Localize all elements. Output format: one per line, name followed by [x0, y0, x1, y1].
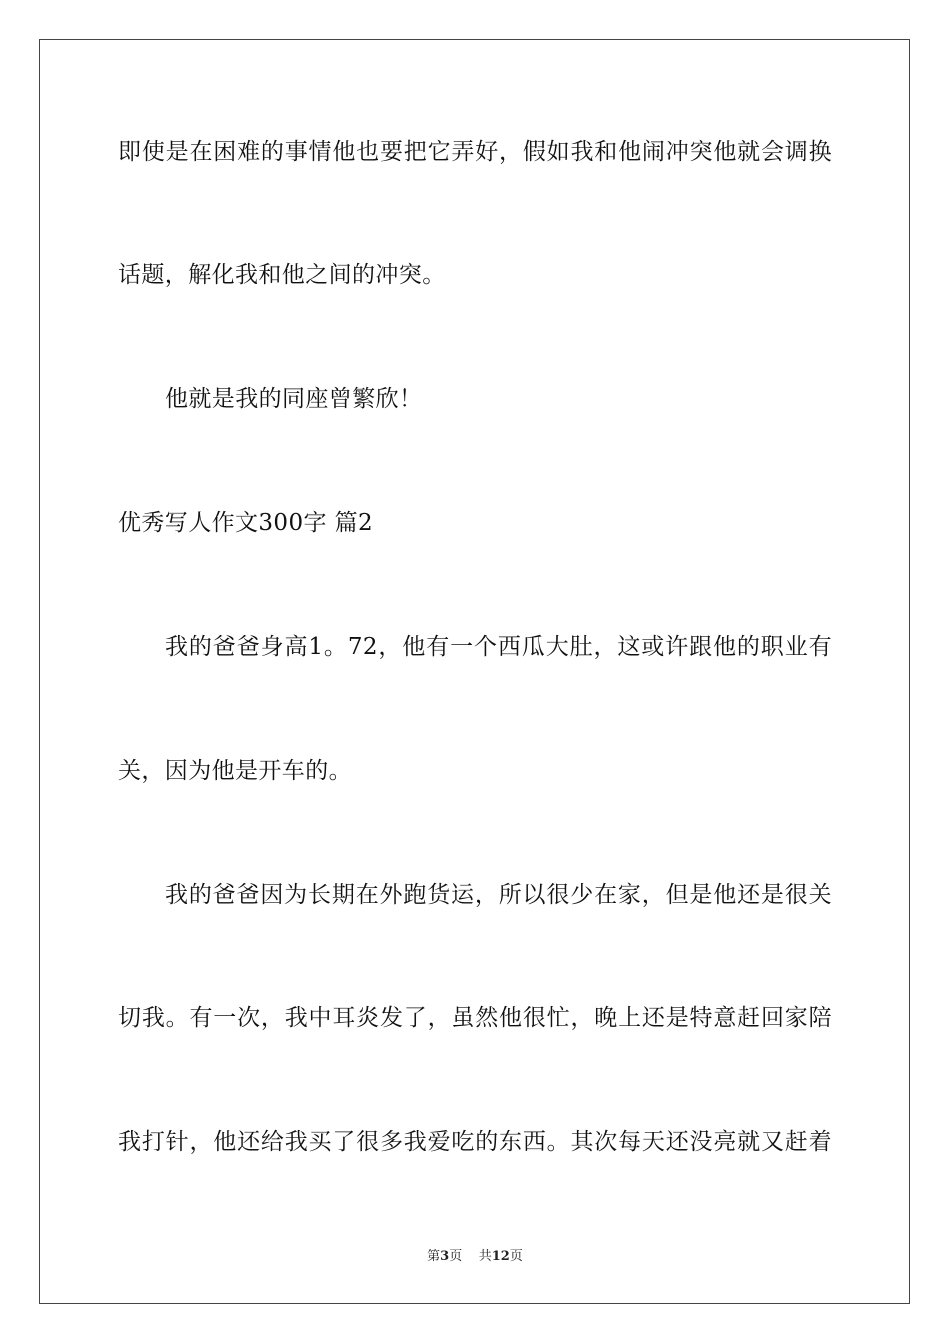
- footer-total-pages: 12: [491, 1249, 510, 1264]
- text-line-3: 他就是我的同座曾繁欣！: [165, 386, 423, 412]
- text-line-6: 关，因为他是开车的。: [118, 758, 352, 784]
- text-line-1: 即使是在困难的事情他也要把它弄好，假如我和他闹冲突他就会调换: [118, 139, 832, 165]
- page-footer: [0, 1248, 950, 1266]
- text-line-9: 我打针，他还给我买了很多我爱吃的东西。其次每天还没亮就又赶着: [118, 1129, 832, 1155]
- footer-prefix: 第: [427, 1249, 441, 1264]
- footer-current-page: 3: [440, 1249, 450, 1264]
- footer-mid: 页 共: [449, 1249, 492, 1264]
- page-frame: [39, 39, 910, 1304]
- footer-suffix: 页: [509, 1249, 523, 1264]
- text-line-2: 话题，解化我和他之间的冲突。: [118, 262, 446, 288]
- text-line-8: 切我。有一次，我中耳炎发了，虽然他很忙，晚上还是特意赶回家陪: [118, 1005, 832, 1031]
- section-heading: 优秀写人作文300字 篇2: [118, 510, 374, 536]
- text-line-5: 我的爸爸身高1。72，他有一个西瓜大肚，这或许跟他的职业有: [165, 634, 832, 660]
- text-line-7: 我的爸爸因为长期在外跑货运，所以很少在家，但是他还是很关: [165, 882, 832, 908]
